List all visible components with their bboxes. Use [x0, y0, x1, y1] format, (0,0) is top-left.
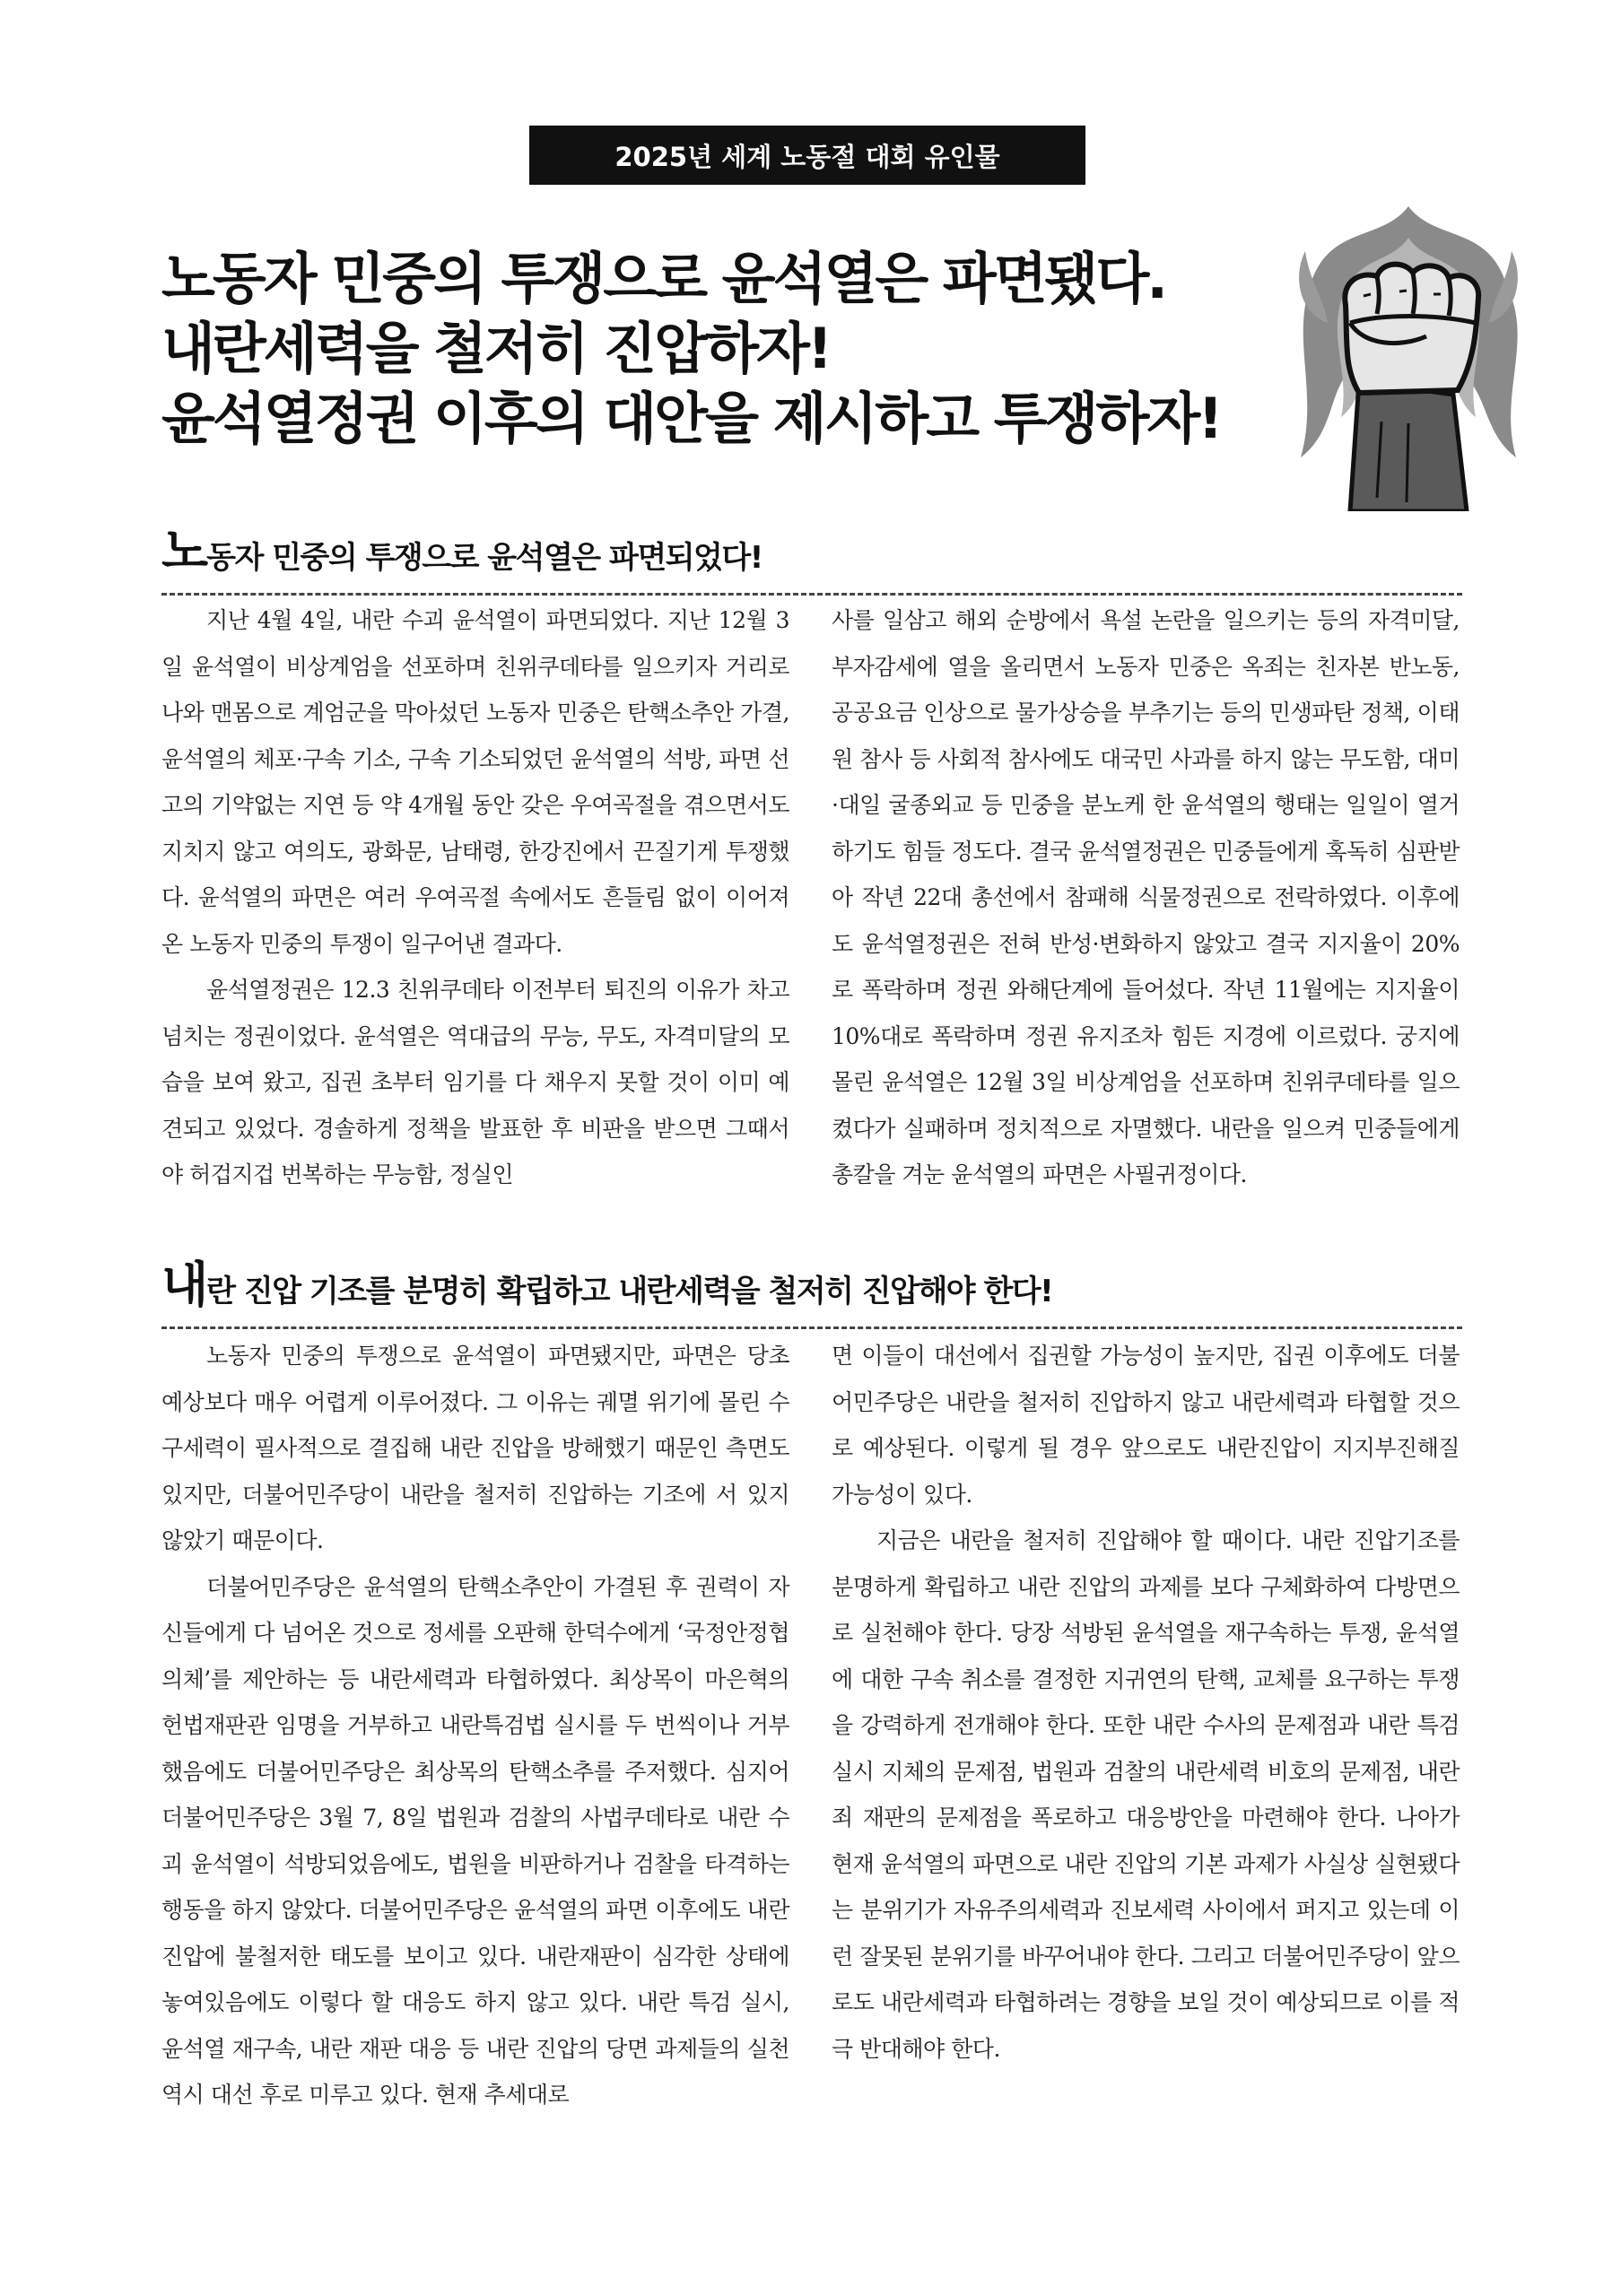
section-2-right-column: [832, 1333, 1460, 2072]
headline-line-2: 내란세력을 철저히 진압하자!: [161, 316, 831, 381]
section-heading-1-initial: 노: [161, 523, 207, 579]
section-1-left-column: [161, 597, 789, 1198]
main-headline: [161, 244, 1301, 454]
section-2-left-column: [161, 1333, 789, 2118]
paragraph: 윤석열정권은 12.3 친위쿠데타 이전부터 퇴진의 이유가 차고 넘치는 정권이었다. 윤석열은 역대급의 무능, 무도, 자격미달의 모습을 보여 왔고, 집권 초부터 임기를 다 채우지 못할 것이 이미 예견되고 있었다. 경솔하게 정책을 발표한 후 비판을 받으면 그때서야 허겁지겁 번복하는 무능함, 정실인: [161, 977, 789, 1187]
section-heading-2-text: 란 진압 기조를 분명히 확립하고 내란세력을 철저히 진압해야 한다!: [206, 1274, 1053, 1309]
headline-line-1: 노동자 민중의 투쟁으로 윤석열은 파면됐다.: [161, 246, 1165, 311]
paragraph: 노동자 민중의 투쟁으로 윤석열이 파면됐지만, 파면은 당초 예상보다 매우 어렵게 이루어졌다. 그 이유는 궤멸 위기에 몰린 수구세력이 필사적으로 결집해 내란 진압을 방해했기 때문인 측면도 있지만, 더불어민주당이 내란을 철저히 진압하는 기조에 서 있지 않았기 때문이다.: [161, 1343, 789, 1553]
section-heading-1: [161, 513, 1462, 596]
section-1-right-column: [832, 597, 1460, 1198]
event-banner: 2025년 세계 노동절 대회 유인물: [529, 126, 1085, 185]
paragraph: 지금은 내란을 철저히 진압해야 할 때이다. 내란 진압기조를 분명하게 확립하고 내란 진압의 과제를 보다 구체화하여 다방면으로 실천해야 한다. 당장 석방된 윤석열을 재구속하는 투쟁, 윤석열에 대한 구속 취소를 결정한 지귀연의 탄핵, 교체를 요구하는 투쟁을 강력하게 전개해야 한다. 또한 내란 수사의 문제점과 내란 특검 실시 지체의 문제점, 법원과 검찰의 내란세력 비호의 문제점, 내란죄 재판의 문제점을 폭로하고 대응방안을 마련해야 한다. 나아가 현재 윤석열의 파면으로 내란 진압의 기본 과제가 사실상 실현됐다는 분위기가 자유주의세력과 진보세력 사이에서 퍼지고 있는데 이런 잘못된 분위기를 바꾸어내야 한다. 그리고 더불어민주당이 앞으로도 내란세력과 타협하려는 경향을 보일 것이 예상되므로 이를 적극 반대해야 한다.: [832, 1527, 1460, 2062]
section-heading-1-text: 동자 민중의 투쟁으로 윤석열은 파면되었다!: [206, 540, 763, 576]
paragraph: 면 이들이 대선에서 집권할 가능성이 높지만, 집권 이후에도 더불어민주당은 내란을 철저히 진압하지 않고 내란세력과 타협할 것으로 예상된다. 이렇게 될 경우 앞으로도 내란진압이 지지부진해질 가능성이 있다.: [832, 1343, 1460, 1508]
paragraph: 더불어민주당은 윤석열의 탄핵소추안이 가결된 후 권력이 자신들에게 다 넘어온 것으로 정세를 오판해 한덕수에게 ‘국정안정협의체’를 제안하는 등 내란세력과 타협하였다. 최상목이 마은혁의 헌법재판관 임명을 거부하고 내란특검법 실시를 두 번씩이나 거부했음에도 더불어민주당은 최상목의 탄핵소추를 주저했다. 심지어 더불어민주당은 3월 7, 8일 법원과 검찰의 사법쿠데타로 내란 수괴 윤석열이 석방되었음에도, 법원을 비판하거나 검찰을 타격하는 행동을 하지 않았다. 더불어민주당은 윤석열의 파면 이후에도 내란 진압에 불철저한 태도를 보이고 있다. 내란재판이 심각한 상태에 놓여있음에도 이렇다 할 대응도 하지 않고 있다. 내란 특검 실시, 윤석열 재구속, 내란 재판 대응 등 내란 진압의 당면 과제들의 실천 역시 대선 후로 미루고 있다. 현재 추세대로: [161, 1573, 789, 2108]
section-heading-2-initial: 내: [161, 1257, 207, 1313]
paragraph: 지난 4월 4일, 내란 수괴 윤석열이 파면되었다. 지난 12월 3일 윤석열이 비상계엄을 선포하며 친위쿠데타를 일으키자 거리로 나와 맨몸으로 계엄군을 막아섰던 노동자 민중은 탄핵소추안 가결, 윤석열의 체포·구속 기소, 구속 기소되었던 윤석열의 석방, 파면 선고의 기약없는 지연 등 약 4개월 동안 갖은 우여곡절을 겪으면서도 지치지 않고 여의도, 광화문, 남태령, 한강진에서 끈질기게 투쟁했다. 윤석열의 파면은 여러 우여곡절 속에서도 흔들림 없이 이어져온 노동자 민중의 투쟁이 일구어낸 결과다.: [161, 607, 789, 957]
section-heading-2: [161, 1247, 1462, 1329]
paragraph: 사를 일삼고 해외 순방에서 욕설 논란을 일으키는 등의 자격미달, 부자감세에 열을 올리면서 노동자 민중은 옥죄는 친자본 반노동, 공공요금 인상으로 물가상승을 부추기는 등의 민생파탄 정책, 이태원 참사 등 사회적 참사에도 대국민 사과를 하지 않는 무도함, 대미·대일 굴종외교 등 민중을 분노케 한 윤석열의 행태는 일일이 열거하기도 힘들 정도다. 결국 윤석열정권은 민중들에게 혹독히 심판받아 작년 22대 총선에서 참패해 식물정권으로 전락하였다. 이후에도 윤석열정권은 전혀 반성·변화하지 않았고 결국 지지율이 20%로 폭락하며 정권 와해단계에 들어섰다. 작년 11월에는 지지율이 10%대로 폭락하며 정권 유지조차 힘든 지경에 이르렀다. 궁지에 몰린 윤석열은 12월 3일 비상계엄을 선포하며 친위쿠데타를 일으켰다가 실패하며 정치적으로 자멸했다. 내란을 일으켜 민중들에게 총칼을 겨눈 윤석열의 파면은 사필귀정이다.: [832, 607, 1460, 1187]
headline-line-3: 윤석열정권 이후의 대안을 제시하고 투쟁하자!: [161, 386, 1221, 451]
raised-fist-icon: [1274, 188, 1543, 511]
